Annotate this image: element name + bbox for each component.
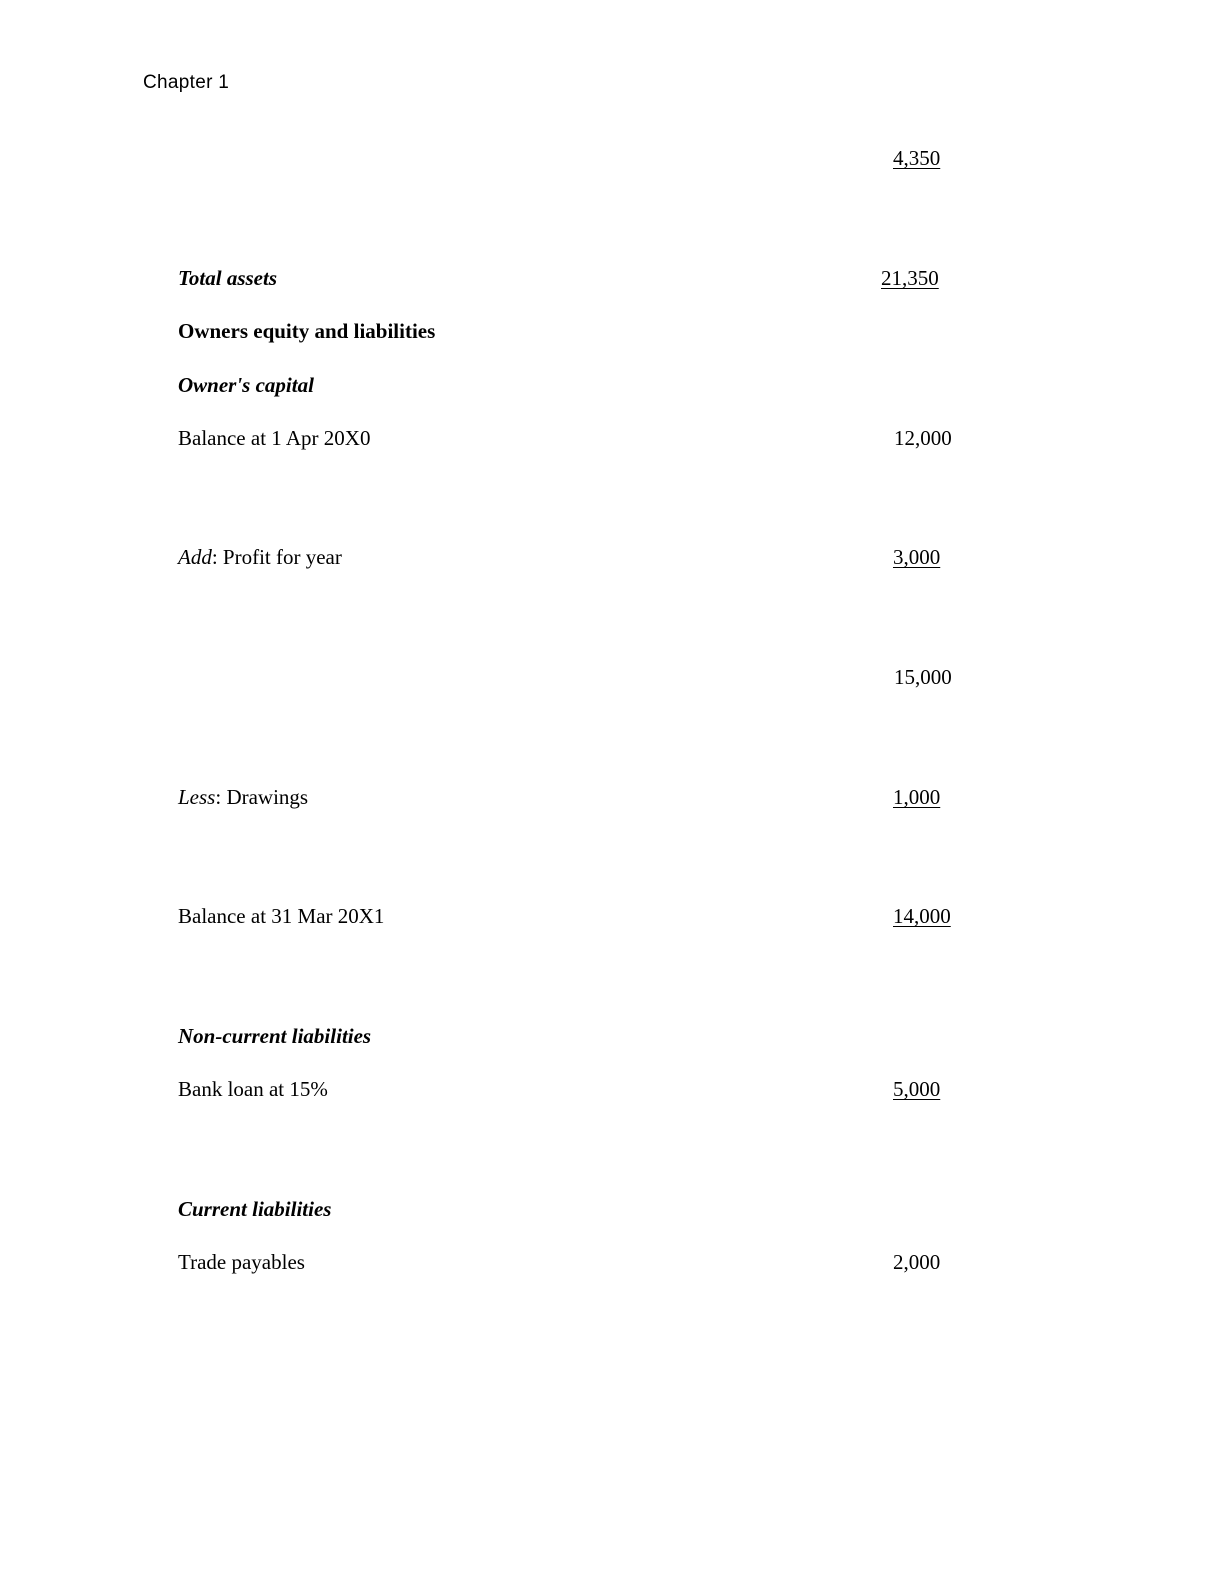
drawings-row-label [178,785,308,809]
closing-balance-value: 14,000 [893,904,951,928]
drawings-label: : Drawings [215,785,309,809]
drawings-value: 1,000 [893,785,941,809]
equity-liabilities-heading: Owners equity and liabilities [178,319,436,343]
profit-label: : Profit for year [211,545,342,569]
profit-prefix: Add [178,545,212,569]
noncurrent-liabilities-heading: Non-current liabilities [178,1024,372,1048]
drawings-prefix: Less [178,785,216,809]
total-assets-label: Total assets [178,266,277,290]
current-liabilities-heading: Current liabilities [178,1197,332,1221]
owners-capital-heading: Owner's capital [178,373,314,397]
chapter-header: Chapter 1 [143,72,230,93]
bank-loan-value: 5,000 [893,1077,941,1101]
profit-row-label [178,545,342,569]
total-assets-value: 21,350 [881,266,939,290]
capital-subtotal-value: 15,000 [894,665,952,689]
profit-value: 3,000 [893,545,941,569]
trade-payables-label: Trade payables [178,1250,305,1274]
assets-subtotal-value: 4,350 [893,146,941,170]
opening-balance-value: 12,000 [894,426,952,450]
bank-loan-label: Bank loan at 15% [178,1077,328,1101]
trade-payables-value: 2,000 [893,1250,941,1274]
opening-balance-label: Balance at 1 Apr 20X0 [178,426,371,450]
closing-balance-label: Balance at 31 Mar 20X1 [178,904,385,928]
